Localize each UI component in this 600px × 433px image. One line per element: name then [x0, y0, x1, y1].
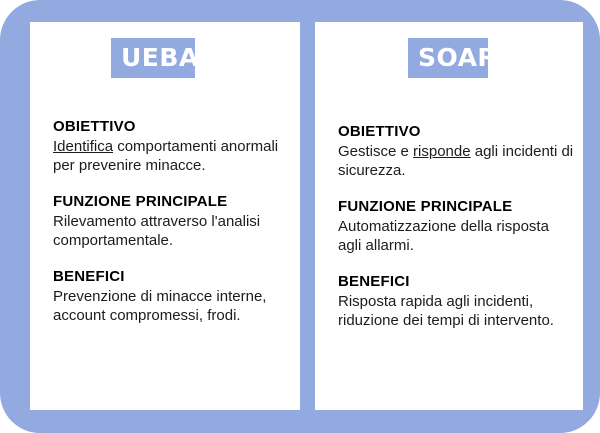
section-text: Risposta rapida agli incidenti, riduzione dei tempi di intervento.: [338, 293, 554, 329]
section-text: Prevenzione di minacce interne, account compromessi, frodi.: [53, 288, 267, 324]
section-heading: BENEFICI: [338, 273, 410, 290]
section-heading: FUNZIONE PRINCIPALE: [338, 198, 513, 215]
card-title-badge: UEBA: [111, 38, 195, 78]
main-function-section: [53, 192, 292, 250]
section-text-rest: comportamenti anormali per prevenire minacce.: [53, 138, 279, 174]
soar-card: [315, 22, 583, 410]
objective-section: [338, 122, 575, 180]
ueba-card: [30, 22, 300, 410]
card-sections: [338, 122, 575, 347]
section-text: Rilevamento attraverso l'analisi comportamentale.: [53, 213, 261, 249]
section-heading: FUNZIONE PRINCIPALE: [53, 193, 228, 210]
section-text: [338, 142, 575, 180]
section-text: [53, 137, 292, 175]
objective-section: [53, 117, 292, 175]
benefits-section: [338, 272, 575, 330]
section-heading: OBIETTIVO: [53, 118, 136, 135]
section-heading: BENEFICI: [53, 268, 125, 285]
underlined-keyword: Identifica: [53, 138, 114, 155]
section-text-start: Gestisce e: [338, 143, 414, 160]
card-title-badge: SOAR: [408, 38, 488, 78]
underlined-keyword: risponde: [413, 143, 471, 160]
section-heading: OBIETTIVO: [338, 123, 421, 140]
card-sections: [53, 117, 292, 342]
section-text: Automatizzazione della risposta agli allarmi.: [338, 218, 549, 254]
benefits-section: [53, 267, 292, 325]
section-text-rest: agli incidenti di sicurezza.: [338, 143, 574, 179]
main-function-section: [338, 197, 575, 255]
